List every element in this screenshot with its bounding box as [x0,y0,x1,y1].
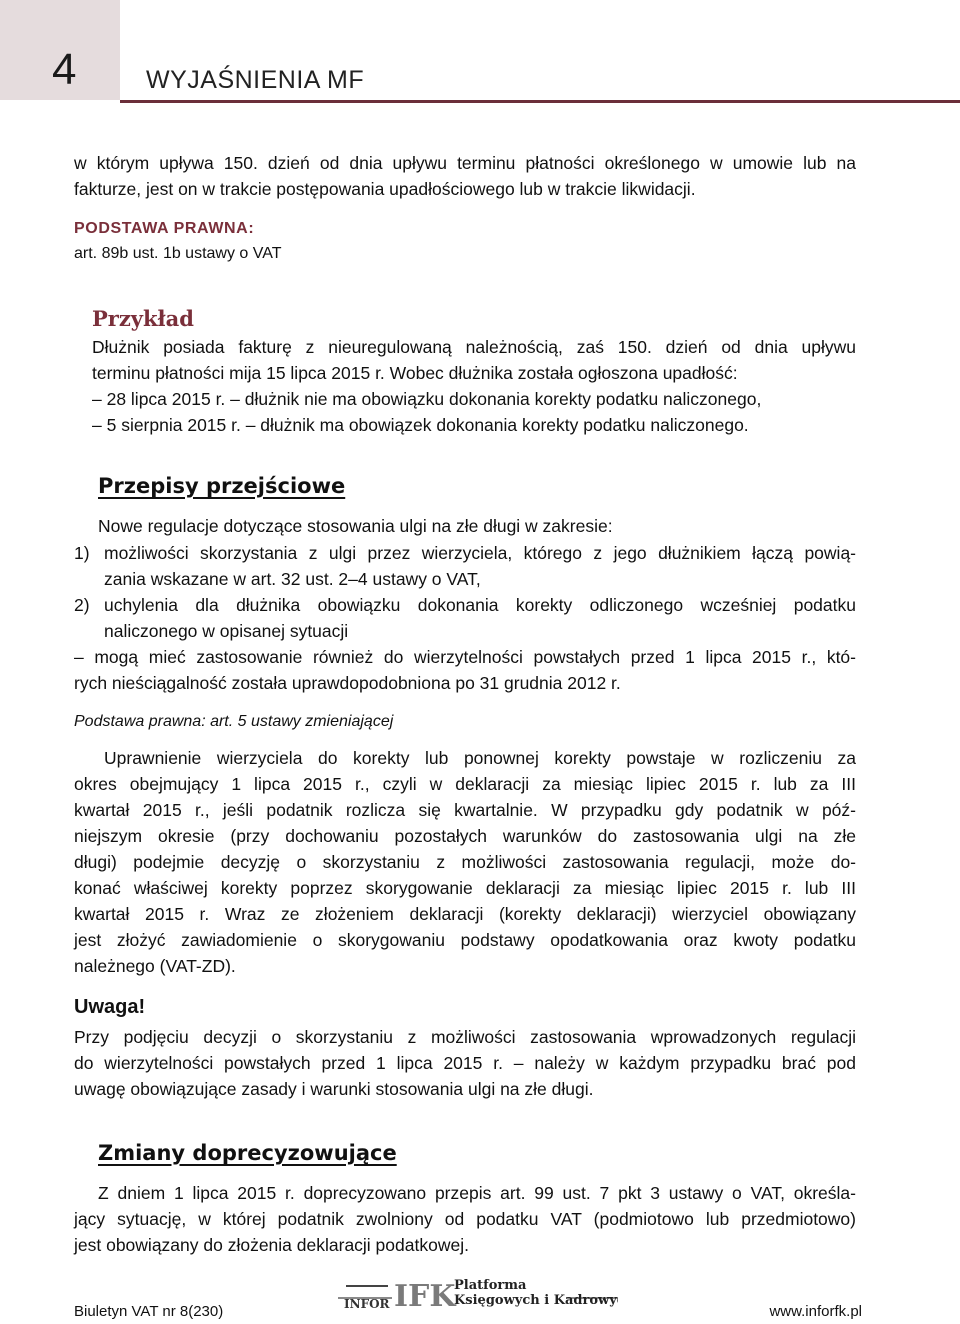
transitional-provisions-heading: Przepisy przejściowe [98,474,346,498]
note-line: do wierzytelności powstałych przed 1 lipca 2015 r. – należy w każdym przypadku brać pod [74,1053,856,1073]
section-title: WYJAŚNIENIA MF [146,66,365,94]
list-item-line: naliczonego w opisanej sytuacji [104,621,349,641]
example-line: – 5 sierpnia 2015 r. – dłużnik ma obowiązek dokonania korekty podatku naliczonego. [92,415,749,435]
list-item-number: 1) [74,543,90,563]
note-heading: Uwaga! [74,996,146,1018]
example-title: Przykład [92,306,194,331]
paragraph-line: długi) podejmie decyzję o skorzystaniu z możliwości zastosowania regulacji, może do- [74,852,856,872]
logo-infor-text: INFOR [344,1297,390,1310]
header-rule [120,100,960,103]
paragraph-line: niejszym okresie (przy dochowaniu pozostałych warunków do zastosowania ulgi na złe [74,826,856,846]
transitional-paragraph [74,745,856,979]
clarifying-changes-heading: Zmiany doprecyzowujące [98,1141,397,1165]
closing-line: – mogą mieć zastosowanie również do wierzytelności powstałych przed 1 lipca 2015 r., któ- [74,647,856,667]
list-item-number: 2) [74,595,90,615]
paragraph-line: kwartał 2015 r. Wraz ze złożeniem deklaracji (korekty deklaracji) wierzyciel obowiązany [74,904,856,924]
example-body [92,334,856,438]
logo-ifk-text: IFK [394,1279,456,1310]
paragraph-line: kwartał 2015 r., jeśli podatnik rozlicza się kwartalnie. W przypadku gdy podatnik w póź- [74,800,856,820]
changes-line: Z dniem 1 lipca 2015 r. doprecyzowano przepis art. 99 ust. 7 pkt 3 ustawy o VAT, określa- [98,1183,856,1203]
infor-ifk-logo [338,1276,618,1310]
transitional-intro: Nowe regulacje dotyczące stosowania ulgi na złe długi w zakresie: [98,516,613,536]
changes-line: jest obowiązany do złożenia deklaracji podatkowej. [74,1235,469,1255]
footer-website: www.inforfk.pl [769,1303,862,1320]
footer-publication: Biuletyn VAT nr 8(230) [74,1303,224,1320]
paragraph-line: konać właściwej korekty poprzez skorygowanie deklaracji za miesiąc lipiec 2015 r. lub III [74,878,856,898]
list-item-line: uchylenia dla dłużnika obowiązku dokonania korekty odliczonego wcześniej podatku [104,595,856,615]
intro-line: fakturze, jest on w trakcie postępowania upadłościowego lub w trakcie likwidacji. [74,179,696,199]
intro-paragraph [74,150,856,202]
list-item-line: zania wskazane w art. 32 ust. 2–4 ustawy o VAT, [104,569,481,589]
legal-basis-note: Podstawa prawna: art. 5 ustawy zmieniającej [74,713,394,730]
logo-line1-text: Platforma [454,1278,527,1293]
logo-line2-text: Księgowych i Kadrowych [454,1293,618,1308]
example-line: terminu płatności mija 15 lipca 2015 r. Wobec dłużnika została ogłoszona upadłość: [92,363,738,383]
example-line: – 28 lipca 2015 r. – dłużnik nie ma obowiązku dokonania korekty podatku naliczonego, [92,389,762,409]
list-item [104,540,856,592]
clarifying-changes-body [74,1180,856,1258]
paragraph-line: okres obejmujący 1 lipca 2015 r., czyli w deklaracji za miesiąc lipiec 2015 r. lub za III [74,774,856,794]
page-number: 4 [52,45,77,94]
changes-line: jący sytuację, w której podatnik zwolniony od podatku VAT (podmiotowo lub przedmiotowo) [74,1209,856,1229]
paragraph-line: jest złożyć zawiadomienie o skorygowaniu podstawy opodatkowania oraz kwoty podatku [74,930,856,950]
note-line: Przy podjęciu decyzji o skorzystaniu z możliwości zastosowania wprowadzonych regulacji [74,1027,856,1047]
note-body [74,1024,856,1102]
legal-basis-heading: PODSTAWA PRAWNA: [74,220,255,237]
paragraph-line: należnego (VAT-ZD). [74,956,236,976]
paragraph-line: Uprawnienie wierzyciela do korekty lub ponownej korekty powstaje w rozliczeniu za [104,748,856,768]
intro-line: w którym upływa 150. dzień od dnia upływu terminu płatności określonego w umowie lub na [74,153,856,173]
example-line: Dłużnik posiada fakturę z nieuregulowaną należnością, zaś 150. dzień od dnia upływu [92,337,856,357]
transitional-closing [74,644,856,696]
logo-graphic [338,1276,618,1310]
note-line: uwagę obowiązujące zasady i warunki stosowania ulgi na złe długi. [74,1079,594,1099]
legal-basis-text: art. 89b ust. 1b ustawy o VAT [74,245,282,262]
list-item [104,592,856,644]
closing-line: rych nieściągalność została uprawdopodobniona po 31 grudnia 2012 r. [74,673,621,693]
list-item-line: możliwości skorzystania z ulgi przez wierzyciela, którego z jego dłużnikiem łączą powią- [104,543,856,563]
